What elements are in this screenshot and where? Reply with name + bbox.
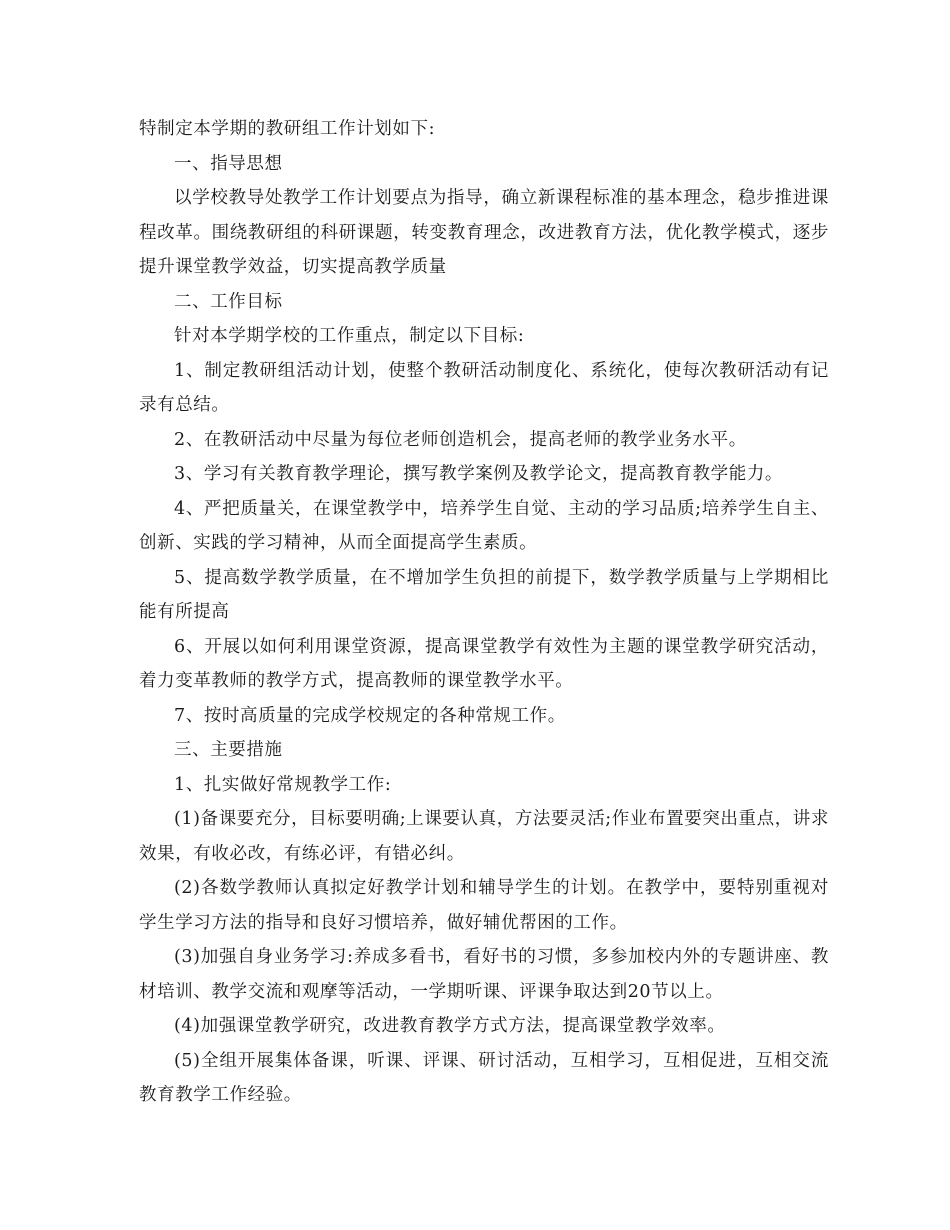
- list-item: 3、学习有关教育教学理论，撰写教学案例及教学论文，提高教育教学能力。: [174, 464, 784, 484]
- list-item: 6、开展以如何利用课堂资源，提高课堂教学有效性为主题的课堂教学研究活动，着力变革教师的教学方式，提高教师的课堂教学水平。: [139, 636, 829, 691]
- sub-list-item: (5)全组开展集体备课，听课、评课、研讨活动，互相学习，互相促进，互相交流教育教学工作经验。: [139, 1050, 829, 1105]
- list-item: 1、制定教研组活动计划，使整个教研活动制度化、系统化，使每次教研活动有记录有总结。: [139, 360, 829, 415]
- sub-list-item: (3)加强自身业务学习:养成多看书，看好书的习惯，多参加校内外的专题讲座、教材培训、教学交流和观摩等活动，一学期听课、评课争取达到20节以上。: [139, 947, 829, 1002]
- sub-list-item: (2)各数学教师认真拟定好教学计划和辅导学生的计划。在教学中，要特别重视对学生学习方法的指导和良好习惯培养，做好辅优帮困的工作。: [139, 878, 829, 933]
- section-heading-guiding-ideology: 一、指导思想: [174, 153, 283, 174]
- section-heading-work-goals: 二、工作目标: [174, 291, 283, 312]
- sub-list-item: (4)加强课堂教学研究，改进教育教学方式方法，提高课堂教学效率。: [174, 1016, 726, 1036]
- list-item: 5、提高数学教学质量，在不增加学生负担的前提下，数学教学质量与上学期相比能有所提高: [139, 567, 829, 622]
- sub-list-item: (1)备课要充分，目标要明确;上课要认真，方法要灵活;作业布置要突出重点，讲求效果，有收必改，有练必评，有错必纠。: [139, 809, 829, 864]
- document-body: [139, 112, 829, 1113]
- paragraph: 以学校教导处教学工作计划要点为指导，确立新课程标准的基本理念，稳步推进课程改革。围绕教研组的科研课题，转变教育理念，改进教育方法，优化教学模式，逐步提升课堂教学效益，切实提高教学质量: [139, 188, 829, 277]
- section-heading-main-measures: 三、主要措施: [174, 740, 283, 760]
- list-item: 4、严把质量关，在课堂教学中，培养学生自觉、主动的学习品质;培养学生自主、创新、实践的学习精神，从而全面提高学生素质。: [139, 498, 829, 553]
- list-item: 2、在教研活动中尽量为每位老师创造机会，提高老师的教学业务水平。: [174, 429, 747, 450]
- list-item: 1、扎实做好常规教学工作:: [174, 774, 392, 795]
- list-item: 7、按时高质量的完成学校规定的各种常规工作。: [174, 705, 566, 726]
- intro-paragraph: 特制定本学期的教研组工作计划如下:: [139, 119, 436, 139]
- paragraph: 针对本学期学校的工作重点，制定以下目标:: [174, 326, 525, 346]
